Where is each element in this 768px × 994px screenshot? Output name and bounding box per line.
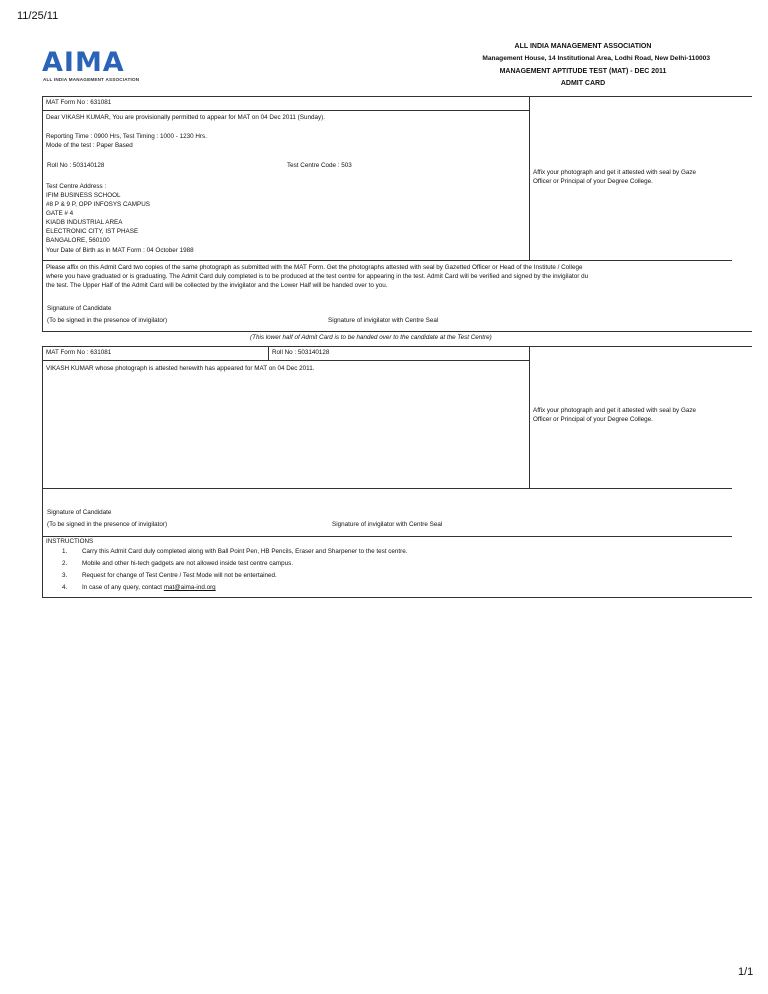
upper-signature-invigilator: Signature of invigilator with Centre Seal bbox=[328, 317, 439, 324]
date-of-birth: Your Date of Birth as in MAT Form : 04 October 1988 bbox=[46, 247, 194, 254]
lower-signature-presence: (To be signed in the presence of invigilator) bbox=[47, 521, 168, 528]
page-number: 1/1 bbox=[738, 966, 754, 978]
instruction-number: 1. bbox=[62, 548, 68, 555]
logo-tagline: ALL INDIA MANAGEMENT ASSOCIATION bbox=[43, 77, 140, 82]
instruction-number: 2. bbox=[62, 560, 68, 567]
lower-signature-invigilator: Signature of invigilator with Centre Seal bbox=[332, 521, 443, 528]
lower-photo-note: Affix your photograph and get it attested with seal by Gaze bbox=[533, 407, 697, 414]
affix-instruction-2: where you have graduated or is graduating. The Admit Card duly completed is to be produced at the test centre for appearing in the test. Admit Card will be verified and signed by the invigilator du bbox=[46, 273, 589, 280]
logo-word: AIMA bbox=[42, 47, 125, 78]
instruction-divider bbox=[42, 260, 732, 261]
test-centre-code: Test Centre Code : 503 bbox=[287, 162, 352, 169]
instructions-title: INSTRUCTIONS bbox=[46, 538, 94, 545]
form-no-divider bbox=[42, 110, 530, 111]
upper-photo-note-2: Officer or Principal of your Degree College. bbox=[533, 178, 653, 185]
centre-address-line: IFIM BUSINESS SCHOOL bbox=[46, 192, 121, 199]
header-org: ALL INDIA MANAGEMENT ASSOCIATION bbox=[514, 43, 652, 50]
instruction-text: Carry this Admit Card duly completed along with Ball Point Pen, HB Pencils, Eraser and Sharpener to the test centre. bbox=[82, 548, 408, 555]
lower-form-divider bbox=[42, 360, 530, 361]
lower-sign-divider bbox=[42, 488, 732, 489]
affix-instruction-1: Please affix on this Admit Card two copies of the same photograph as submitted with the MAT Form. Get the photographs attested with seal by Gazetted Officer or Head of the Institute / College bbox=[46, 264, 583, 271]
upper-roll-no: Roll No : 503140128 bbox=[47, 162, 105, 169]
centre-address-line: #8 P & 9 P, OPP INFOSYS CAMPUS bbox=[46, 201, 150, 208]
instruction-number: 3. bbox=[62, 572, 68, 579]
lower-signature-candidate: Signature of Candidate bbox=[47, 509, 112, 516]
centre-address-label: Test Centre Address : bbox=[46, 183, 107, 190]
instructions-divider bbox=[42, 536, 732, 537]
upper-signature-candidate: Signature of Candidate bbox=[47, 305, 112, 312]
contact-email-link[interactable]: mat@aima-ind.org bbox=[163, 584, 216, 591]
header-address: Management House, 14 Institutional Area, Lodhi Road, New Delhi-110003 bbox=[482, 55, 710, 62]
instruction-item-4 bbox=[82, 584, 216, 593]
instruction-text: In case of any query, contact bbox=[82, 584, 163, 591]
upper-dear-line: Dear VIKASH KUMAR, You are provisionally permitted to appear for MAT on 04 Dec 2011 (Sunday). bbox=[46, 114, 325, 121]
upper-admit-card bbox=[42, 96, 752, 332]
lower-roll-no: Roll No : 503140128 bbox=[272, 349, 330, 356]
upper-form-no: MAT Form No : 631081 bbox=[46, 99, 112, 106]
lower-photo-note-2: Officer or Principal of your Degree College. bbox=[533, 416, 653, 423]
aima-logo bbox=[42, 48, 152, 84]
upper-signature-presence: (To be signed in the presence of invigilator) bbox=[47, 317, 168, 324]
lower-half-note: (This lower half of Admit Card is to be handed over to the candidate at the Test Centre) bbox=[250, 334, 492, 341]
upper-photo-note: Affix your photograph and get it attested with seal by Gaze bbox=[533, 169, 697, 176]
centre-address-line: GATE # 4 bbox=[46, 210, 74, 217]
centre-address-line: KIADB INDUSTRIAL AREA bbox=[46, 219, 123, 226]
instruction-text: Mobile and other hi-tech gadgets are not allowed inside test centre campus. bbox=[82, 560, 294, 567]
instruction-number: 4. bbox=[62, 584, 68, 591]
test-mode: Mode of the test : Paper Based bbox=[46, 142, 133, 149]
header-doc: ADMIT CARD bbox=[560, 80, 606, 87]
centre-address-line: ELECTRONIC CITY, IST PHASE bbox=[46, 228, 139, 235]
affix-instruction-3: the test. The Upper Half of the Admit Card will be collected by the invigilator and the Lower Half will be handed over to you. bbox=[46, 282, 388, 289]
photo-box-divider bbox=[529, 96, 530, 260]
reporting-time: Reporting Time : 0900 Hrs, Test Timing : 1000 - 1230 Hrs. bbox=[46, 133, 207, 140]
instruction-text: Request for change of Test Centre / Test Mode will not be entertained. bbox=[82, 572, 277, 579]
centre-address-line: BANGALORE, 560100 bbox=[46, 237, 110, 244]
header-test: MANAGEMENT APTITUDE TEST (MAT) - DEC 2011 bbox=[499, 68, 667, 75]
lower-photo-divider bbox=[529, 346, 530, 488]
lower-roll-divider bbox=[268, 346, 269, 360]
lower-form-no: MAT Form No : 631081 bbox=[46, 349, 112, 356]
print-date: 11/25/11 bbox=[17, 10, 59, 22]
appeared-statement: VIKASH KUMAR whose photograph is attested herewith has appeared for MAT on 04 Dec 2011. bbox=[46, 365, 315, 372]
